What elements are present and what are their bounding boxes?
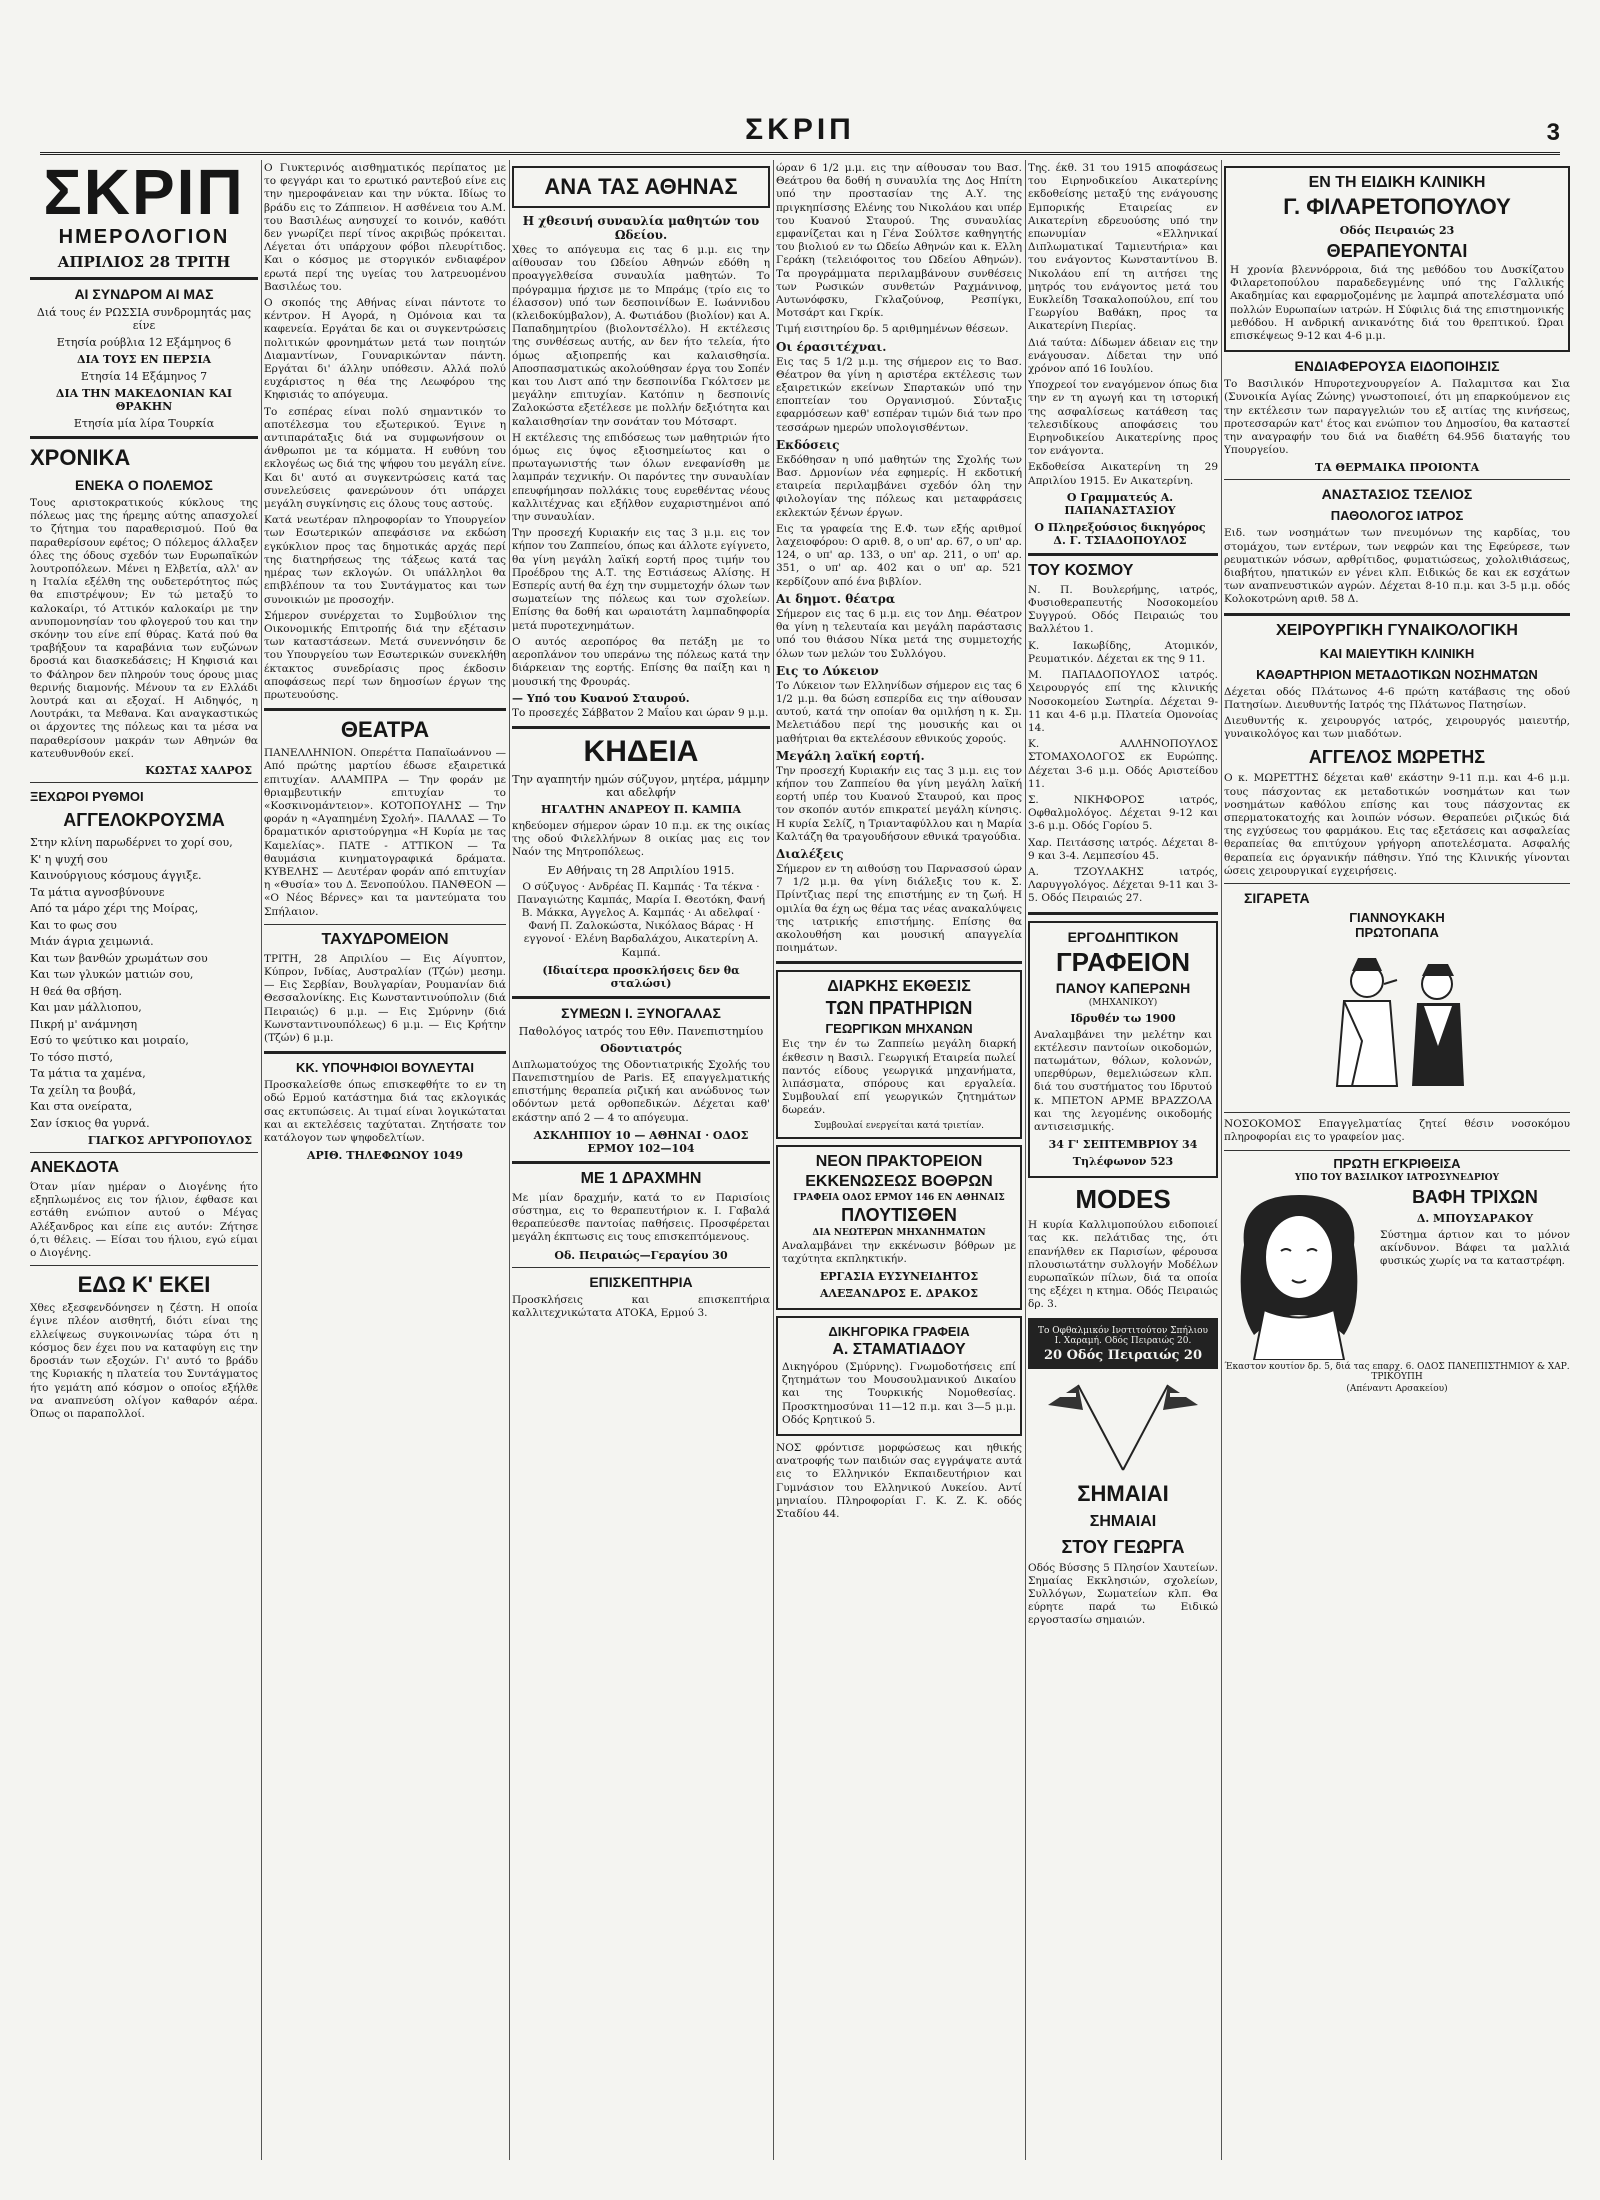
doctor-listing: Ν. Π. Βουλερήμης, ιατρός, Φυσιοθεραπευτής Νοσοκομείου Συγγρού. Οδός Πειραιώς του Βαλλέτου 1. [1028, 583, 1218, 636]
theatre-listing: ΠΑΝΕΛΛΗΝΙΟΝ. Οπερέττα Παπαϊωάννου — Από πρώτης μαρτίου έδωσε εξαιρετικά επιτυχίαν. ΑΛΑΜΠΡΑ — Την φοράν με θριαμβευτικήν επιτυχίαν το «Κοσκινομάντειον». ΚΟΤΟΠΟΥΛΗΣ — Την φοράν η «Αγαπημένη Σχολή». ΠΑΛΛΑΣ — Το δραματικόν αριστούργημα «Η Κυρία με τας Καμελίας». ΠΑΤΕ - ΑΤΤΙΚΟΝ — Τα θαυμάσια κινηματογραφικά δράματα. ΚΥΒΕΛΗΣ — Δευτέραν φοράν από επιτυχίαν η «Θυσία» του Δ. Ξενοπούλου. ΠΑΝΘΕΟΝ — «Ο Νέος Βέρνες» και τα μαντεύματα του Σπήλαιον. [264, 747, 506, 918]
court-signature: Ο Πληρεξούσιος δικηγόρος Δ. Γ. ΤΣΙΑΔΟΠΟΥΛΟΣ [1034, 520, 1206, 547]
chronicles-heading: ΧΡΟΝΙΚΑ [30, 445, 131, 470]
divider [30, 277, 258, 280]
funeral-name: ΗΓΑΛΤΗΝ ΑΝΔΡΕΟΥ Π. ΚΑΜΠΑ [540, 802, 742, 816]
court-notice: Διά ταύτα: Δίδωμεν άδειαν εις την ενάγουσαν. Δίδεται την υπό χρόνον από 16 Ιουλίου. [1028, 336, 1218, 376]
poem-line: Τα χείλη τα βουβά, [30, 1083, 136, 1097]
cigarette-brand: ΓΙΑΝΝΟΥΚΑΚΗ [1349, 910, 1445, 926]
section-heading: ΑΝΑ ΤΑΣ ΑΘΗΝΑΣ [544, 174, 738, 199]
divider [30, 1152, 258, 1153]
ad-heading: ΝΕΟΝ ΠΡΑΚΤΟΡΕΙΟΝ [815, 1152, 983, 1170]
ad-footer: Συμβουλαί ενεργείται κατά τριετίαν. [813, 1120, 985, 1131]
flags-subheading: ΣΤΟΥ ΓΕΩΡΓΑ [1061, 1536, 1185, 1557]
court-notice: Εκδοθείσα Αικατερίνη τη 29 Απριλίου 1915. Εν Αικατερίνη. [1028, 461, 1218, 487]
ad-text: Αναλαμβάνει την μελέτην και εκτέλεσιν παντοίων οικοδομών, πατωμάτων, θόλων, κολονών, υπερθύρων, θεμελιώσεων κλπ. διά του συστήματος του Ιδρυτού κ. ΜΠΕΤΟΝ ΑΡΜΕ ΒΡΑΖΖΟΛΑ και της λεγομένης οικοδομής αντισεισμικής. [1034, 1028, 1212, 1133]
ad-heading: ΕΚΚΕΝΩΣΕΩΣ ΒΟΘΡΩΝ [805, 1172, 993, 1190]
column-divider [773, 160, 774, 2160]
doctor-address: ΑΣΚΛΗΠΙΟΥ 10 — ΑΘΗΝΑΙ · ΟΔΟΣ ΕΡΜΟΥ 102—104 [533, 1128, 749, 1155]
contractor-ad [1028, 921, 1218, 1179]
flags-text: Οδός Βύσσης 5 Πλησίον Χαυτείων. Σημαίας Εκκλησιών, σχολείων, Συλλόγων, Σωματείων κλπ. Θα εύρητε παρά τω Ειδικώ εργοστασίω σημαιών. [1028, 1561, 1218, 1627]
ad-address: 34 Γ' ΣΕΠΤΕΜΒΡΙΟΥ 34 [1048, 1138, 1198, 1152]
doctor-listing: Σ. ΝΙΚΗΦΟΡΟΣ ιατρός, Οφθαλμολόγος. Δέχεται 9-12 και 3-6 μ.μ. Οδός Γορίου 5. [1028, 793, 1218, 833]
masthead [40, 105, 1560, 155]
divider [30, 1265, 258, 1266]
here-and-there-heading: ΕΔΩ Κ' ΕΚΕΙ [77, 1272, 211, 1298]
exhibition-ad [776, 970, 1022, 1138]
calendar-heading: ΗΜΕΡΟΛΟΓΙΟΝ [58, 226, 230, 248]
anecdote-text: Όταν μίαν ημέραν ο Διογένης ήτο εξηπλωμένος εις τον ήλιον, έφθασε και εστάθη ενώπιον αυτού ο Μέγας Αλέξανδρος και είπε εις αυτόν: Ζήτησε ό,τι θέλεις. — Είσαι του ήλιου, εγώ είμαι ο Διογένης. [30, 1181, 258, 1260]
hair-dye-footer: Έκαστον κουτίον δρ. 5, διά τας επαρχ. 6. ΟΔΟΣ ΠΑΝΕΠΙΣΤΗΜΙΟΥ & ΧΑΡ. ΤΡΙΚΟΥΠΗ [1224, 1361, 1570, 1382]
ad-heading: ΕΡΓΟΔΗΠΤΙΚΟΝ [1067, 928, 1179, 945]
ad-heading: ΔΙΚΗΓΟΡΙΚΑ ΓΡΑΦΕΙΑ [828, 1323, 970, 1339]
masthead-title: ΣΚΡΙΠ [745, 113, 855, 146]
divider [264, 924, 506, 925]
court-notice: Της. έκθ. 31 του 1915 αποφάσεως του Ειρηνοδικείου Αικατερίνης εκδοθείσης μεταξύ της ενάγουσης Εμπορικής Εταιρείας εν Αικατερίνη εδρευούσης υπό την επωνυμίαν «Ελληνικαί Διπλωματικαί Ταμιευτήρια» και του ενάγοντος Κωνσταντίνου Β. Νικολάου επί τη αιτήσει της μητρός του ενάγοντος μετά του Ευκλείδη Τσακαλοπούλου, επί του Γεωργίου Βαθάκη, προς τα Αικατερίνη Πιερίας. [1028, 162, 1218, 333]
ad-name: Γ. ΦΙΛΑΡΕΤΟΠΟΥΛΟΥ [1283, 194, 1511, 219]
poem-line: Κ' η ψυχή σου [30, 852, 108, 866]
flags-heading: ΣΗΜΑΙΑΙ [1077, 1480, 1169, 1506]
article-subheading: Εις το Λύκειον [776, 663, 879, 678]
article-text: Ο αυτός αεροπόρος θα πετάξη με το αεροπλάνον του υπεράνω της πόλεως κατά την διάρκειαν της εορτής. Επίσης θα παίξη και η μουσική της Φρουράς. [512, 635, 770, 688]
column-divider [509, 160, 510, 2160]
column-6 [1224, 160, 1570, 2160]
court-notice: Υποχρεοί τον εναγόμενον όπως δια την εν τη αγωγή και τη ιστορική της ασφαλίσεως κατάθεση τας τελεσιδίκους αποφάσεις του Ειρηνοδικείου Αικατερίνης προς τον ενάγοντα. [1028, 379, 1218, 458]
cesspool-ad [776, 1145, 1022, 1310]
poem-line: Και στα ονείρατα, [30, 1100, 133, 1114]
hair-dye-maker: Δ. ΜΠΟΥΣΑΡΑΚΟΥ [1416, 1211, 1534, 1225]
drachma-heading: ΜΕ 1 ΔΡΑΧΜΗΝ [580, 1169, 702, 1187]
poem-line: Πικρή μ' ανάμνηση [30, 1017, 138, 1031]
poem-signature: ΓΙΑΓΚΟΣ ΑΡΓΥΡΟΠΟΥΛΟΣ [87, 1134, 252, 1148]
surgery-subheading: ΚΑΘΑΡΤΗΡΙΟΝ ΜΕΤΑΔΟΤΙΚΩΝ ΝΟΣΗΜΑΤΩΝ [1256, 666, 1538, 682]
article-text: Σήμερον εν τη αιθούσῃ του Παρνασσού ώραν 7 1/2 μ.μ. θα γίνη διάλεξις του κ. Σ. Πρίντζιας περί της επιστήμης εν τη ζωή. Η ομιλία θα έχη ως θέμα τας νέας ανακαλύψεις της ιατρικής επιστήμης. Επίσης θα ακολουθήση και μουσική απαγγελία ποιημάτων. [776, 862, 1022, 955]
funeral-relatives: Ο σύζυγος · Ανδρέας Π. Καμπάς · Τα τέκνα · Παναγιώτης Καμπάς, Μαρία Ι. Θεοτόκη, Φανή Β. Μάκκα, Αγγελος Α. Καμπάς · Αι αδελφαί · Φανή Π. Ζαλοκώστα, Νικόλαος Βάρας · Η εγγονοί · Ελένη Βαρδαλάχου, Αικατερίνη Α. Καμπά. [516, 880, 766, 959]
poem-line: Το τόσο πιστό, [30, 1050, 114, 1064]
poem-title: ΑΓΓΕΛΟΚΡΟΥΣΜΑ [63, 810, 225, 831]
court-signature: Ο Γραμματεύς Α. ΠΑΠΑΝΑΣΤΑΣΙΟΥ [1064, 490, 1176, 517]
doctor-subtitle: Οδοντιατρός [600, 1041, 682, 1055]
flags-illustration [1038, 1375, 1208, 1475]
society-heading: ΤΟΥ ΚΟΣΜΟΥ [1028, 561, 1134, 579]
article-text: Το Λύκειον των Ελληνίδων σήμερον εις τας 6 1/2 μ.μ. θα δώση εσπερίδα εις την αίθουσαν αυτού, κατά την οποίαν θα ομιλήση η κ. Σμ. Μελετιάδου περί της μουσικής και οι μαθήτριαι θα εκτελέσουν εθνικούς χορούς. [776, 679, 1022, 745]
cards-heading: ΕΠΙΣΚΕΠΤΗΡΙΑ [589, 1273, 693, 1290]
subscription-line: ΔΙΑ ΤΗΝ ΜΑΚΕΔΟΝΙΑΝ ΚΑΙ ΘΡΑΚΗΝ [55, 387, 233, 413]
ad-text: Το Οφθαλμικόν Ινστιτούτον Σπήλιου Ι. Χαραμή. Οδός Πειραιώς 20. [1038, 1325, 1208, 1346]
doctor-text: Ο κ. ΜΩΡΕΤΤΗΣ δέχεται καθ' εκάστην 9-11 π.μ. και 4-6 μ.μ. τους πάσχοντας εκ μεταδοτικών νοσημάτων και των νοσημάτων καθόλου επίσης και τους πάσχοντας εκ σπερματοκατοχής και λοιπών νόσων. Θεραπεύει ριζικώς διά της εγχύσεως του φαρμάκου. Εις τας εξετάσεις και ασφαλείας θεραπείας θα επιτύχουν γρήγορη αποτελέσματα. Ασφαλής θεραπεία εις όργανικήν πάθησιν. Υπό της Κλινικής γίνονται ώσεις χειρουργικαί εγχειρήσεις. [1224, 772, 1570, 877]
subscription-line: Ετησία ρούβλια 12 Εξάμηνος 6 [56, 336, 232, 349]
divider [1224, 1150, 1570, 1151]
doctor-subheading: ΠΑΘΟΛΟΓΟΣ ΙΑΤΡΟΣ [1330, 508, 1464, 524]
article-text: Κατά νεωτέραν πληροφορίαν το Υπουργείον των Εσωτερικών απεφάσισε να εκδώση εγκύκλιον προς τας δημοτικάς αρχάς περί της διατηρήσεως της τάξεως κατά τας ημέρας των εκλογών. Οι υπάλληλοι θα επιβλέπουν τα του Συντάγματος και των συνοικιών με προσοχήν. [264, 514, 506, 606]
divider [1224, 883, 1570, 884]
article-text: Χθες το απόγευμα εις τας 6 μ.μ. εις την αίθουσαν του Ωδείου Αθηνών εδόθη η προαγγελθείσα συναυλία μαθητών. Το πρόγραμμα ήρχισε με το Μπράμς (τρίο εις το έλασσον) υπό των δεσποινίδων Ε. Ιωάννιδου (κλειδοκύμβαλον), Α. Φωτιάδου (βιολίον) και Α. Παπαδημητρίου (βιολοντσέλλο). Η εκτέλεσις της συνθέσεως αυτής, αν δεν ήτο τελεία, ήτο όμως αξιοπρεπής και καλαισθησία. Αποσπασματικώς ακολούθησαν έργα του Σοπέν και του Λιστ από την δεσποινίδα Γκόλτσεν με μεγάλην επιτυχίαν. Κατόπιν η δεσποινίς Ζαλοκώστα εξετέλεσε με πολλήν δεξιότητα και καλαισθησίαν την σονάταν του Μότσαρτ. [512, 244, 770, 428]
surgery-heading: ΧΕΙΡΟΥΡΓΙΚΗ ΓΥΝΑΙΚΟΛΟΓΙΚΗ [1276, 621, 1518, 639]
subscription-line: ΔΙΑ ΤΟΥΣ ΕΝ ΠΕΡΣΙΑ [76, 353, 212, 366]
ad-name: Α. ΣΤΑΜΑΤΙΑΔΟΥ [832, 1340, 966, 1358]
divider [1224, 613, 1570, 616]
divider [30, 782, 258, 783]
article-subheading: Διαλέξεις [776, 846, 844, 861]
article-text: Την προσεχή Κυριακήν εις τας 3 μ.μ. εις τον κήπον του Ζαππείου θα γίνη μεγάλη λαϊκή εορτή υπέρ του Κυανού Σταυρού, και προς τον σκοπόν αυτόν επικρατεί μεγάλη κίνησις. Η κυρία Σελίζ, η Τριανταφύλλου και η Μαρία Καλτάζη θα τραγουδήσουν εθνικά τραγούδια. [776, 764, 1022, 843]
nurse-text: ΝΟΣΟΚΟΜΟΣ Επαγγελματίας ζητεί θέσιν νοσοκόμου πληροφορίαι εις το γραφείον μας. [1224, 1118, 1570, 1144]
article-text: Σήμερον εις τας 6 μ.μ. εις τον Δημ. Θέατρον θα γίνη η τελευταία και μεγάλη παράστασις υπό του θιάσου Νίκα μετά της συμμετοχής όλων των μελών του Συλλόγου. [776, 607, 1022, 660]
column-4 [776, 160, 1022, 2160]
optical-ad [1028, 1318, 1218, 1369]
article-subheading: Η χθεσινή συναυλία μαθητών του Ωδείου. [522, 214, 760, 242]
article-text: Τους αριστοκρατικούς κύκλους της πόλεως μας της ήρεμης αύτης απασχολεί το ζήτημα του παραθερισμού. Πού θα παραθερίσουν εφέτος; Ο πόλεμος άλλαξεν όλες της όδους σχεδόν των Ευρωπαϊκών λουτροπόλεων. Μένει η Ελβετία, αλλ' αν η Ιταλία εξέλθη της ουδετερότητος πώς θα επιστρέψουν; Εν τώ μεταξύ το καλοκαίρι, τό Αττικόν καλοκαίρι με την ανυπομονησίαν του φλογερού του και την σκόνην του είνε επί θύρας. Κατά πού θα τραβήξουν τα καραβάνια των ευζώνων δροσιά και διασκεδάσεις; Η Κηφισιά και το Φάληρον δεν πληρούν τους όρους μιας θερινής διαμονής. Μένουν τα εν Ελλάδι λουτρά και αι εξοχαί. Η Αιδηψός, η Λουτράκι, τα Μεθανα. Και αναγκαστικώς οι άρχοντες της πόλεως και τα μέσα να παραθερίσουν μακράν των Αθηνών θα κατευθυνθούν εκεί. [30, 497, 258, 760]
post-office-text: ΤΡΙΤΗ, 28 Απριλίου — Εις Αίγυπτον, Κύπρον, Ινδίας, Αυστραλίαν (Τζών) μεσημ. — Εις Σερβίαν, Βουλγαρίαν, Ρουμανίαν διά Θεσσαλονίκης. Εις Κωνσταντινούπολιν (διά Πειραιώς) 6 μ.μ. — Εις Σμύρνην (διά Κωνσταντινουπόλεως) 6 μ.μ. — Εις Κρήτην (Τζών) 6 μ.μ. [264, 952, 506, 1044]
article-text: Η εκτέλεσις της επιδόσεως των μαθητριών ήτο όμως εις ύψος εξιοσημείωτος και ο πρωταγωνιστής των όλων ενεφανίσθη με λαμπράν τεχνικήν. Οι παρόντες την συναυλίαν επευφήμησαν πολλάκις τους ευρεθέντας νέους καλλιτέχνας και εξήλθον ευχαριστημένοι από την συναυλίαν. [512, 431, 770, 524]
cigarette-heading: ΣΙΓΑΡΕΤΑ [1244, 890, 1310, 907]
ad-subheading: ΓΕΩΡΓΙΚΩΝ ΜΗΧΑΝΩΝ [825, 1021, 973, 1037]
column-divider [261, 160, 262, 2160]
article-text: Το εσπέρας είναι πολύ σημαντικόν το αποτέλεσμα του εξωτερικού. Έγινε η αντιπαράταξις διά να συμφωνήσουν οι άνθρωποι με τα κόμματα. Η ευθύνη του εκλογέως ως διά της ψήφου του μεγάλη είνε. Και δι' αυτό αι συγκεντρώσεις κατά τας συνελεύσεις φανερώνουν ότι υπάρχει μεγάλη συγκίνησις εις όλους τους αστούς. [264, 405, 506, 511]
ad-text: Η χρονία βλεννόρροια, διά της μεθόδου του Δυσκίζατου Φιλαρετοπούλου παραδεδεγμένης υπό της Γαλλικής Ακαδημίας και εφαρμοζομένης με λαμπρά αποτελέσματα υπό πολλών Ευρωπαίων ιατρών. Η Σύφιλις διά της επιστημονικής μεθόδου. Η ανδρική ανικανότης διά του θρεπτικού. Ώραι επισκέψεως 9-12 και 4-6 μ.μ. [1230, 264, 1564, 343]
candidates-heading: ΚΚ. ΥΠΟΨΗΦΙΟΙ ΒΟΥΛΕΥΤΑΙ [295, 1060, 475, 1076]
column-1 [30, 160, 258, 2160]
divider [776, 961, 1022, 964]
article-text: Εις τα γραφεία της Ε.Φ. των εξής αριθμοί λαχειοφόρου: Ο αριθ. 8, ο υπ' αρ. 67, ο υπ' αρ. 124, ο υπ' αρ. 133, ο υπ' αρ. 211, ο υπ' αρ. 351, ο υπ' αρ. 402 και ο υπ' αρ. 521 κερδίζουν από ένα βιβλίον. [776, 522, 1022, 588]
doctor-title: Παθολόγος ιατρός του Εθν. Πανεπιστημίου [518, 1024, 764, 1038]
ad-footer: ΕΡΓΑΣΙΑ ΕΥΣΥΝΕΙΔΗΤΟΣ [819, 1269, 979, 1283]
subscription-line: Ετησία μία λίρα Τουρκία [73, 417, 215, 430]
column-5 [1028, 160, 1218, 2160]
funeral-text: Την αγαπητήν ημών σύζυγον, μητέρα, μάμμην και αδελφήν [512, 772, 770, 799]
flags-heading: ΣΗΜΑΙΑΙ [1089, 1512, 1157, 1530]
poem-line: Από τα μάρο χέρι της Μοίρας, [30, 902, 199, 916]
article-text: Ο Γιυκτερινός αισθηματικός περίπατος με το φεγγάρι και το ερωτικό ραντεβού είνε εις την ημεροφάνειαν και την νύκτα. Ιδίως το βράδυ εις το Ζάππειον. Η ασθένεια του Α.Μ. του Βασιλέως ανησυχεί το κοινόν, καθότι δεν γνωρίζει περί τίνος ακριβώς πρόκειται. Λέγεται ότι υπάρχουν φόβοι πλευρίτιδος. Και ο κόσμος με στοργικόν ενδιαφέρον ερωτά περί της υγείας του λατρευομένου Βασιλέως του. [264, 162, 506, 293]
ad-subheading: ΔΙΑ ΝΕΩΤΕΡΩΝ ΜΗΧΑΝΗΜΑΤΩΝ [812, 1227, 986, 1238]
article-text: Το προσεχές Σάββατον 2 Μαΐου και ώραν 9 μ.μ. [512, 706, 769, 719]
ad-address: Οδός Πειραιώς 23 [1339, 224, 1455, 237]
poem-line: Και των βανθών χρωμάτων σου [30, 951, 208, 965]
post-office-heading: ΤΑΧΥΔΡΟΜΕΙΟΝ [321, 930, 449, 948]
ad-phone: Τηλέφωνον 523 [1072, 1155, 1174, 1169]
doctor-listing: Κ. Ιακωβίδης, Ατομικόν, Ρευματικόν. Δέχεται εκ της 9 11. [1028, 639, 1218, 665]
hair-dye-footer: (Απέναντι Αρσακείου) [1346, 1383, 1448, 1394]
subscription-line: Διά τους έν ΡΩΣΣΙΑ συνδρομητάς μας είνε [36, 306, 252, 332]
chronicles-subheading: ΕΝΕΚΑ Ο ΠΟΛΕΜΟΣ [75, 477, 213, 493]
drachma-address: Οδ. Πειραιώς—Γεραγίου 30 [554, 1248, 728, 1262]
candidates-phone: ΑΡΙΘ. ΤΗΛΕΦΩΝΟΥ 1049 [307, 1149, 463, 1163]
school-notice: ΝΟΣ φρόντισε μορφώσεως και ηθικής ανατροφής των παιδιών σας εγγράψατε αυτά εις το Ελληνικόν Εκπαιδευτήριον και Γυμνάσιον του Ελληνικού Λυκείου. Αντί μηνιαίου. Πληροφορίαι Γ. Κ. Ζ. Κ. οδός Σταδίου 44. [776, 1442, 1022, 1521]
article-text: Εις τας 5 1/2 μ.μ. της σήμερον εις το Βασ. Θέατρον θα γίνη η αριστέρα εκτέλεσις των εξαιρετικών εκείνων Σπαρτακών υπό την εποπτείαν του Οργανισμού. Σύνταξις εφαρμόσεων καθ' εσπέραν τιμών διά των προ τεσσάρων ημερών υπολογισθέντων. [776, 355, 1022, 434]
issue-date: ΑΠΡΙΛΙΟΣ 28 ΤΡΙΤΗ [57, 253, 231, 271]
cigarette-illustration [1272, 946, 1522, 1106]
divider [30, 436, 258, 439]
ad-heading: ΕΝ ΤΗ ΕΙΔΙΚΗ ΚΛΙΝΙΚΗ [1308, 174, 1486, 191]
article-subheading: Εκδόσεις [776, 437, 840, 452]
section-header-box [512, 166, 770, 208]
ad-name: ΠΑΝΟΥ ΚΑΠΕΡΩΝΗ [1055, 979, 1191, 996]
article-text: Εκδόθησαν η υπό μαθητών της Σχολής των Βασ. Δρμονίων νέα εφημερίς. Η εκδοτική εταιρεία περιλαμβάνει σχεδόν όλη την φιλολογίαν της πόλεως και μεταφράσεις εκλεκτών ξένων έργων. [776, 453, 1022, 519]
article-subheading: — Υπό του Κυανού Σταυρού. [512, 691, 690, 705]
drachma-text: Με μίαν δραχμήν, κατά το εν Παρισίοις σύστημα, εις το θεραπευτήριον κ. Ι. Γαβαλά θεραπεύεσθε παντοίας παθήσεις. Προσφέρεται μεγάλη έκπτωσις εις τους επισκεπτόμενους. [512, 1191, 770, 1244]
poem-line: Και το φως σου [30, 918, 117, 932]
column-divider [1221, 160, 1222, 2160]
surgery-subheading: ΚΑΙ ΜΑΙΕΥΤΙΚΗ ΚΛΙΝΙΚΗ [1319, 645, 1475, 661]
poem-label: ΞΕΧΩΡΟΙ ΡΥΘΜΟΙ [30, 789, 144, 805]
poem-line: Στην κλίνη παρωδέρνει το χορί σου, [30, 836, 233, 850]
ad-subheading: (ΜΗΧΑΝΙΚΟΥ) [1088, 997, 1158, 1008]
doctor-text: Διπλωματούχος της Οδοντιατρικής Σχολής του Πανεπιστημίου de Paris. Εξ επαγγελματικής επιστήμης θεραπεία ριζική και ανώδυνος των οδόντων μετά ορθοπεδικών. Δέχεται καθ' εκάστην από 2 — 4 το απόγευμα. [512, 1058, 770, 1124]
divider [512, 726, 770, 729]
hair-dye-text: Σύστημα άρτιον και το μόνον ακίνδυνον. Βάφει τα μαλλιά φυσικώς χωρίς να τα καταστρέφη. [1380, 1228, 1570, 1267]
divider [1028, 553, 1218, 556]
column-2 [264, 160, 506, 2160]
funeral-heading: ΚΗΔΕΙΑ [583, 734, 699, 768]
divider [264, 708, 506, 711]
poem-line: Και μαν μάλλιοπου, [30, 1001, 142, 1015]
doctor-listing: Μ. ΠΑΠΑΔΟΠΟΥΛΟΣ ιατρός. Χειρουργός επί της κλινικής Νοσοκομείου Σωτηρία. Δέχεται 9-11 και 4-6 μ.μ. Πλατεία Ομονοίας 14. [1028, 669, 1218, 734]
hair-dye-heading: ΠΡΩΤΗ ΕΓΚΡΙΘΕΙΣΑ [1333, 1155, 1461, 1171]
article-text: Την προσεχή Κυριακήν εις τας 3 μ.μ. εις τον κήπον του Ζαππείου, όπως και άλλοτε εγίγνετο, θα γίνη μεγάλη λαϊκή εορτή προς τιμήν του Προέδρου της Α.Τ. της Εστιάσεως Αλίσης. Η Εσπερίς αυτή θα έχη την συμμετοχήν όλων των σωματείων της πόλεως και των σχολείων. Επίσης θα δοθή και ωραιοτάτη λαμπαδηφορία μετά πυροτεχνημάτων. [512, 527, 770, 632]
poem-line: Και των γλυκών ματιών σου, [30, 968, 194, 982]
ad-address: 20 Οδός Πειραιώς 20 [1043, 1347, 1203, 1363]
article-subheading: Οι έρασιτέχναι. [776, 339, 887, 354]
poem-line: Εσύ το ψεύτικο και μοιραίο, [30, 1034, 189, 1048]
article-text: Χθες εξεσφενδόνησεν η ζέστη. Η οποία έγινε πλέον αισθητή, διότι είναι της ελλείψεως συγκοινωνίας τώρα ότι η κόσμος δεν έχει που να καταφύγη εις την δροσιάν των εξοχών. Γι' αυτό το βράδυ της Κυριακής η πλατεία του Συντάγματος ήτο γεμάτη από κόσμον ο οποίος εξήλθε να αναπνεύση ολίγον καθαρόν αέρα. Όπως οι παραπολλοί. [30, 1302, 258, 1420]
funeral-note: (Ιδιαίτερα προσκλήσεις δεν θα σταλώσι) [542, 963, 740, 990]
ad-heading: ΔΙΑΡΚΗΣ ΕΚΘΕΣΙΣ [827, 978, 971, 996]
ad-subheading: ΓΡΑΦΕΙΑ ΟΔΟΣ ΕΡΜΟΥ 146 ΕΝ ΑΘΗΝΑΙΣ [793, 1192, 1005, 1203]
cigarette-brand: ΠΡΩΤΟΠΑΠΑ [1355, 925, 1439, 941]
article-text: Τιμή εισιτηρίου δρ. 5 αριθμημένων θέσεων. [776, 323, 1009, 336]
ad-year: Ιδρυθέν τω 1900 [1070, 1011, 1176, 1025]
ad-heading: ΤΩΝ ΠΡΑΤΗΡΙΩΝ [825, 998, 973, 1019]
hair-dye-subheading: ΥΠΟ ΤΟΥ ΒΑΣΙΛΙΚΟΥ ΙΑΤΡΟΣΥΝΕΔΡΙΟΥ [1294, 1172, 1500, 1183]
subscriptions-heading: ΑΙ ΣΥΝΔΡΟΜ ΑΙ ΜΑΣ [74, 286, 214, 302]
clinic-ad [1224, 166, 1570, 352]
hair-dye-title: ΒΑΦΗ ΤΡΙΧΩΝ [1412, 1186, 1538, 1207]
poem-body [30, 835, 258, 1132]
ad-big-text: ΠΛΟΥΤΙΣΘΕΝ [841, 1204, 957, 1225]
doctor-text: Ειδ. των νοσημάτων των πνευμόνων της καρδίας, του στομάχου, των εντέρων, των νεφρών και της Εφεύρεσε, των ρευματικών νόσων, αρθρίτιδος, φυματιώσεως, χολολιθιάσεως, διαβήτου, ηπατικών εν γένει κλπ. Ειδικώς δε και εκ εσχάτων των αναπνευστικών αγρών. Δέχεται 8-10 π.μ. και 3-5 μ.μ. οδός Κολοκοτρώνη αριθ. 58 Δ. [1224, 527, 1570, 606]
candidates-text: Προσκαλείσθε όπως επισκεφθήτε το εν τη οδώ Ερμού κατάστημα διά τας εκλογικάς σας εκτυπώσεις. Αι τιμαί είναι λογικώταται και αι εκτελέσεις ταχύταται. Ζητήσατε τον κατάλογον των ψηφοδελτίων. [264, 1079, 506, 1144]
article-signature: ΚΩΣΤΑΣ ΧΑΛΡΟΣ [145, 764, 252, 778]
doctor-listing: Α. ΤΖΟΥΛΑΚΗΣ ιατρός, Λαρυγγολόγος. Δέχεται 9-11 και 3-5. Οδός Πειραιώς 27. [1028, 865, 1218, 905]
divider [512, 1267, 770, 1268]
poem-line: Μιάν άγρια χειμωνιά. [30, 935, 154, 949]
poem-line: Τα μάτια τα χαμένα, [30, 1067, 146, 1081]
surgery-text: Δέχεται οδός Πλάτωνος 4-6 πρώτη κατάβασις της οδού Πατησίων. Διευθυντής Ιατρός της Πλάτωνος Πατησίων. [1224, 685, 1570, 711]
ad-subheading: ΘΕΡΑΠΕΥΟΝΤΑΙ [1326, 241, 1468, 261]
divider [512, 1161, 770, 1164]
funeral-date: Εν Αθήναις τη 28 Απριλίου 1915. [547, 863, 735, 877]
masthead-rule [40, 152, 1560, 155]
theatres-heading: ΘΕΑΤΡΑ [340, 717, 430, 743]
nameplate-title: ΣΚΡΙΠ [43, 160, 245, 228]
subscription-line: Ετησία 14 Εξάμηνος 7 [80, 370, 208, 383]
divider [1028, 912, 1218, 915]
notice-signature: ΤΑ ΘΕΡΜΑΙΚΑ ΠΡΟΙΟΝΤΑ [1314, 461, 1480, 475]
divider [512, 996, 770, 999]
cards-text: Προσκλήσεις και επισκεπτήρια καλλιτεχνικώτατα ΑΤΟΚΑ, Ερμού 3. [512, 1293, 770, 1319]
modes-heading: MODES [1075, 1184, 1171, 1215]
divider [1224, 479, 1570, 480]
doctor-listing: Χαρ. Πειτάσσης ιατρός. Δέχεται 8-9 και 3-4. Λεμπεσίου 45. [1028, 836, 1218, 862]
poem-line: Σαν ίσκιος θα γυρνά. [30, 1116, 150, 1130]
ad-text: Δικηγόρου (Σμύρνης). Γνωμοδοτήσεις επί ζητημάτων του Μουσουλμανικού Δικαίου και της Τουρκικής Νομοθεσίας. Προσκτημοσύναι 11—12 π.μ. και 3—5 μ.μ. Οδός Κρητικού 5. [782, 1360, 1016, 1426]
funeral-text: κηδεύομεν σήμερον ώραν 10 π.μ. εκ της οικίας της οδού Φιλελλήνων 8 οικίας μας εις τον Ναόν της Μητροπόλεως. [512, 819, 770, 859]
ad-signature: ΑΛΕΞΑΝΔΡΟΣ Ε. ΔΡΑΚΟΣ [819, 1286, 979, 1300]
ad-text: Αναλαμβάνει την εκκένωσιν βόθρων με ταχύτητα εκπληκτικήν. [782, 1239, 1016, 1265]
surgery-text: Διευθυντής κ. χειρουργός ιατρός, χειρουργός μαιευτήρ, γυναικολόγος και των μιαδότων. [1224, 715, 1570, 741]
article-text: Σήμερον συνέρχεται το Συμβούλιον της Οικονομικής Επιτροπής διά την εξέτασιν των καταστάσεων. Μετά συνεννόησιν δε του Υπουργείου των Εσωτερικών συνεκλήθη έκτακτος συνεδρίασις προς έκδοσιν αποφάσεως περί των δημοσίων έργων της πρωτευούσης. [264, 609, 506, 701]
poem-line: Τα μάτια αγνοσβύνουνε [30, 885, 165, 899]
column-divider [1025, 160, 1026, 2160]
doctor-heading: ΑΓΓΕΛΟΣ ΜΩΡΕΤΗΣ [1308, 747, 1486, 768]
modes-text: Η κυρία Καλλιμοπούλου ειδοποιεί τας κκ. πελάτιδας της, ότι επανήλθεν εκ Παρισίων, φέρουσα πλουσιωτάτην συλλογήν Μοδέλων ευρωπαϊκών πίλων, διά τα οποία της εξέχει η κτημα. Οδός Πειραιώς δρ. 3. [1028, 1219, 1218, 1311]
column-3 [512, 160, 770, 2160]
doctor-heading: ΣΥΜΕΩΝ Ι. ΞΥΝΟΓΑΛΑΣ [561, 1004, 721, 1021]
ad-text: Εις την έν τω Ζαππείω μεγάλη διαρκή έκθεσιν η Βασιλ. Γεωργική Εταιρεία πωλεί παντός είδους γεωργικά μηχανήματα, λιπάσματα, σπόρους και εργαλεία. Συμβουλαί επί γεωργικών ζητημάτων δωρεάν. [782, 1038, 1016, 1117]
woman-portrait-illustration [1224, 1185, 1374, 1360]
article-text: ώραν 6 1/2 μ.μ. εις την αίθουσαν του Βασ. Θεάτρου θα δοθή η συναυλία της Δος Ηπίτη υπό την προστασίαν της Α.Υ. της πριγκηπίσσης Ελένης του Νικολάου και υπέρ του Κυανού Σταυρού. Της συναυλίας εμφανίζεται και η Γένα Σούλτσε καθηγητής του βιολιού εν τω Ωδείω Αθηνών και κ. Ελλη Γεράκη (τελειόφοιτος του Ωδείου Αθηνών). Τα προγράμματα περιλαμβάνουν συνθέσεις των Ρωσικών συνθετών Ραχμάνινοφ, Αυτωνόφσκυ, Γκλαζούνοφ, Ρεσπίγκι, Μοτσάρτ και Γκρίκ. [776, 162, 1022, 320]
lawyer-ad [776, 1316, 1022, 1436]
notice-heading: ΕΝΔΙΑΦΕΡΟΥΣΑ ΕΙΔΟΠΟΙΗΣΙΣ [1294, 358, 1500, 375]
ad-heading: ΓΡΑΦΕΙΟΝ [1055, 946, 1191, 977]
page-number: 3 [1546, 119, 1560, 146]
poem-line: Καινούργιους κόσμους άγγιξε. [30, 869, 202, 883]
article-subheading: Μεγάλη λαϊκή εορτή. [776, 748, 925, 763]
article-subheading: Αι δημοτ. θέατρα [776, 591, 896, 606]
anecdotes-heading: ΑΝΕΚΔΟΤΑ [30, 1159, 119, 1177]
divider [264, 1051, 506, 1054]
poem-line: Η θεά θα σβήση. [30, 984, 122, 998]
hair-dye-ad [1224, 1185, 1570, 1360]
notice-text: Το Βασιλικόν Ηπυροτεχνουργείον Α. Παλαμιτσα και Σια (Συνοικία Αγίας Ζώνης) γνωστοποιεί, ότι μη επαρκούμενον εις την εκτέλεσιν των παραγγελιών του εξ αιτίας της κινήσεως, προτεσσαρών κατ' έτος και ενώπιον του Δημοσίου, θα καταστεί την αναγραφήν του διά να διαθέτη 64.956 διαταγής του Υπουργείου. [1224, 378, 1570, 457]
article-text: Ο σκοπός της Αθήνας είναι πάντοτε το κέντρον. Η Αγορά, η Ομόνοια και τα καφενεία. Εργάται δε και οι συγκεντρώσεις πολιτικών φρονημάτων μετά των ποιητών Διαμαντίνων, Γουναρικώνταν πάντη. Εργάται δι' άλλην υπόθεσιν. Αλλά πολύ ευχάριστος η θέα της Λεωφόρου της Κηφισιάς το απόγευμα. [264, 297, 506, 402]
doctor-listing: Κ. ΑΛΛΗΝΟΠΟΥΛΟΣ ΣΤΟΜΑΧΟΛΟΓΟΣ εκ Ευρώπης. Δέχεται 3-6 μ.μ. Οδός Αριστείδου 11. [1028, 738, 1218, 790]
divider [1224, 1112, 1570, 1113]
doctor-heading: ΑΝΑΣΤΑΣΙΟΣ ΤΣΕΛΙΟΣ [1321, 486, 1473, 503]
